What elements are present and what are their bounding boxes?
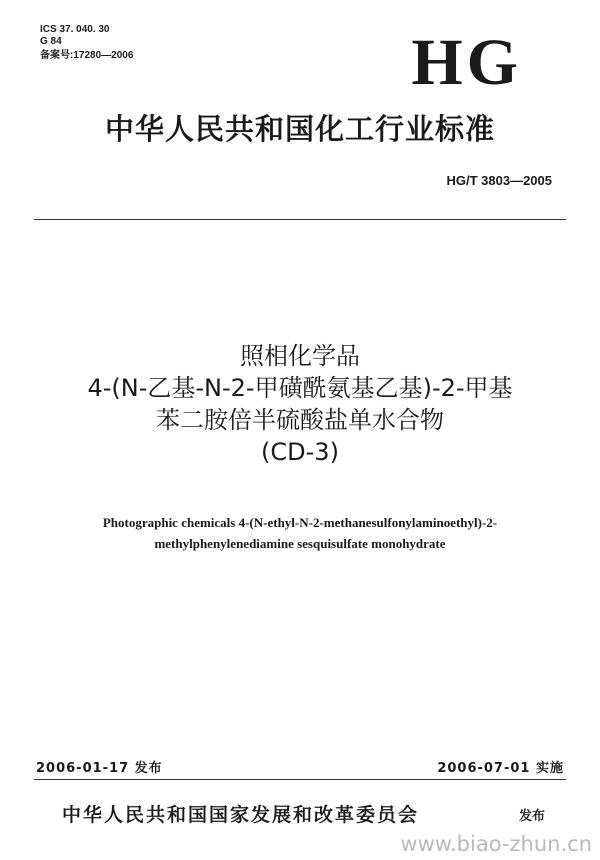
english-title-line-1: Photographic chemicals 4-(N-ethyl-N-2-methanesulfonylaminoethyl)-2- xyxy=(102,515,498,530)
issue-date: 2006-01-17 发布 xyxy=(36,761,163,776)
effective-date: 2006-07-01 实施 xyxy=(437,761,564,776)
ics-code: ICS 37. 040. 30 xyxy=(40,24,110,35)
brand-logo-hg: HG xyxy=(411,26,522,99)
top-divider xyxy=(34,219,566,220)
record-number: 备案号:17280—2006 xyxy=(40,50,134,61)
chinese-title-line-1: 照相化学品 xyxy=(240,342,360,370)
english-title-line-2: methylphenylenediamine sesquisulfate monohydrate xyxy=(154,536,446,551)
publisher-suffix: 发布 xyxy=(519,809,546,824)
site-watermark: www.biao-zhun.cn xyxy=(394,830,598,858)
english-title xyxy=(0,512,600,554)
bottom-divider xyxy=(34,779,566,780)
standard-number: HG/T 3803—2005 xyxy=(446,173,552,188)
chinese-title-line-4: (CD-3) xyxy=(261,438,339,466)
publisher-name: 中华人民共和国国家发展和改革委员会 xyxy=(62,804,420,826)
chinese-title xyxy=(0,340,600,468)
classification-code: G 84 xyxy=(40,36,62,47)
standard-title: 中华人民共和国化工行业标准 xyxy=(104,112,495,146)
chinese-title-line-3: 苯二胺倍半硫酸盐单水合物 xyxy=(156,406,444,434)
chinese-title-line-2: 4-(N-乙基-N-2-甲磺酰氨基乙基)-2-甲基 xyxy=(87,374,513,402)
